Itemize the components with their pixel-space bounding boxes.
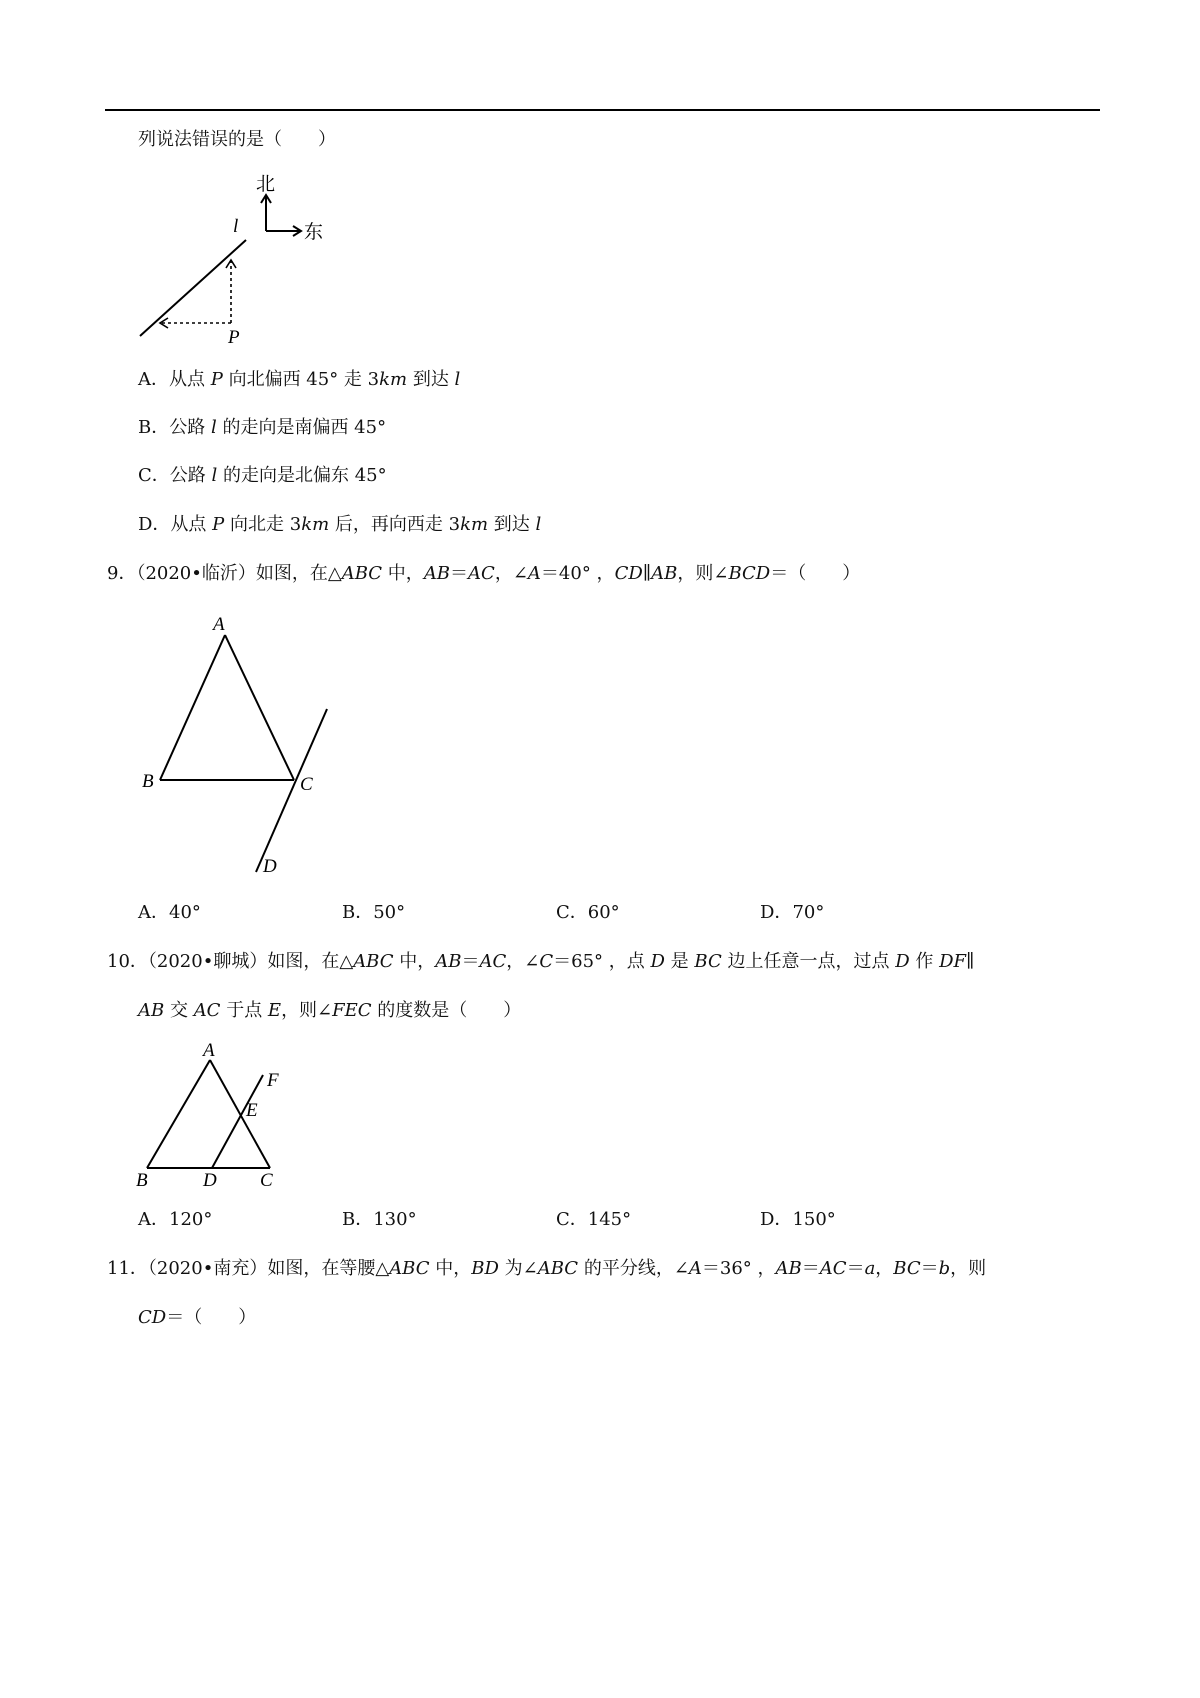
q10-option-b: B．130° [342,1209,417,1230]
q9-option-a: A．40° [138,902,201,923]
line-cd [256,709,327,872]
vertex-label-b: B [142,771,154,792]
q10-triangle-figure [130,1038,300,1188]
q9-option-d: D．70° [760,902,825,923]
side-ab [160,635,225,780]
side-ab [147,1060,210,1168]
q9-stem: 9．（2020•临沂）如图，在△ABC 中，AB＝AC，∠A＝40° ，CD∥AB，则∠BCD＝（ ） [107,563,861,584]
road-line-l [140,240,246,336]
north-label: 北 [256,173,276,195]
header-rule [105,109,1100,111]
q10-option-c: C．145° [556,1209,632,1230]
point-label-d: D [203,1170,217,1188]
q8-option-d: D．从点 P 向北走 3km 后，再向西走 3km 到达 l [138,514,542,535]
q10-option-a: A．120° [138,1209,213,1230]
vertex-label-c: C [300,774,313,795]
q10-option-d: D．150° [760,1209,836,1230]
vertex-label-c: C [260,1170,273,1188]
q11-stem-line2: CD＝（ ） [138,1307,257,1328]
line-df [212,1075,263,1168]
q11-stem-line1: 11．（2020•南充）如图，在等腰△ABC 中，BD 为∠ABC 的平分线，∠A＝36° ，AB＝AC＝a，BC＝b，则 [107,1258,987,1279]
q9-option-c: C．60° [556,902,620,923]
line-label-l: l [233,216,239,237]
q8-option-c: C．公路 l 的走向是北偏东 45° [138,465,387,486]
q8-stem-tail: 列说法错误的是（ ） [138,129,336,150]
east-label: 东 [304,221,324,243]
vertex-label-b: B [136,1170,148,1188]
q9-option-b: B．50° [342,902,406,923]
q10-stem-line1: 10．（2020•聊城）如图，在△ABC 中，AB＝AC，∠C＝65° ，点 D 是 BC 边上任意一点，过点 D 作 DF∥ [107,951,975,972]
vertex-label-a: A [203,1040,215,1061]
vertex-label-a: A [213,614,225,635]
q8-option-b: B．公路 l 的走向是南偏西 45° [138,417,387,438]
point-label-f: F [267,1070,279,1091]
point-label-d: D [263,856,277,877]
point-label-p: P [228,327,240,348]
q8-figure [130,168,350,348]
point-label-e: E [246,1100,258,1121]
side-ac [225,635,294,780]
side-ac [210,1060,270,1168]
q10-stem-line2: AB 交 AC 于点 E，则∠FEC 的度数是（ ） [138,1000,522,1021]
q9-triangle-figure [135,610,335,880]
q8-option-a: A．从点 P 向北偏西 45° 走 3km 到达 l [138,369,461,390]
